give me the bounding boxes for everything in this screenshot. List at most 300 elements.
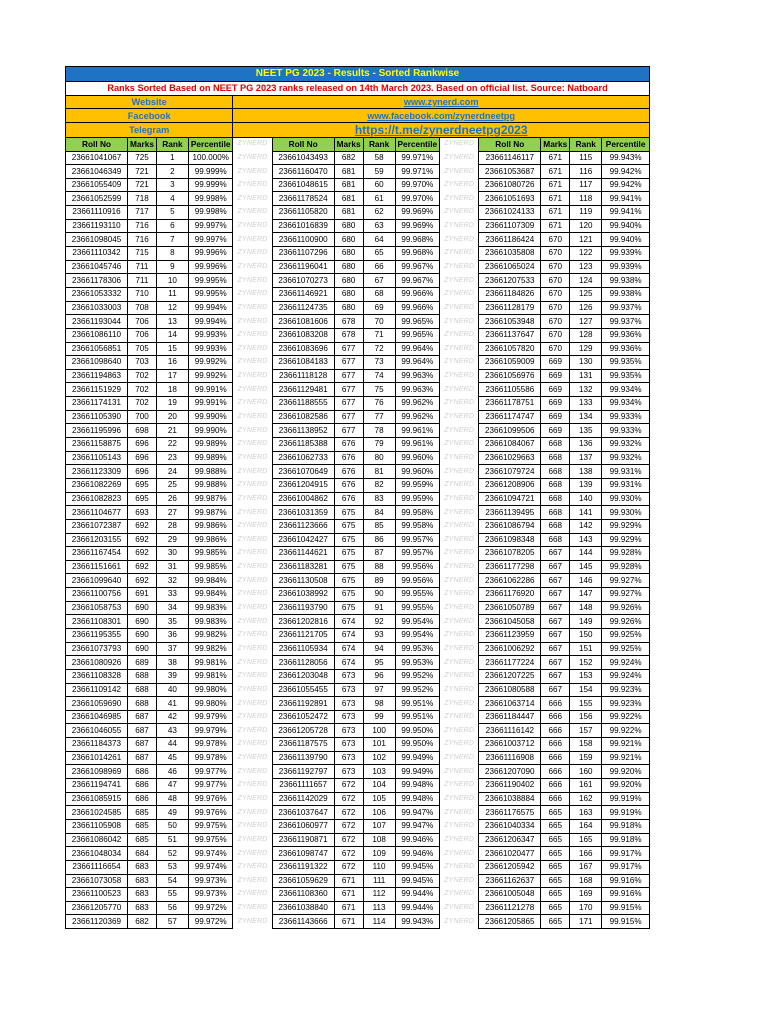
marks-cell: 675	[334, 560, 363, 574]
roll-no-cell: 23661188555	[272, 397, 334, 411]
table-row	[66, 819, 650, 833]
rank-cell: 60	[363, 178, 395, 192]
facebook-row	[66, 109, 650, 123]
percentile-cell: 99.972%	[188, 901, 232, 915]
sheet-subtitle: Ranks Sorted Based on NEET PG 2023 ranks released on 14th March 2023. Based on official list. Source: Natboard	[66, 82, 650, 96]
percentile-cell: 99.934%	[602, 397, 650, 411]
roll-no-cell: 23661194863	[66, 369, 128, 383]
roll-no-cell: 23661046055	[66, 724, 128, 738]
roll-no-cell: 23661052599	[66, 192, 128, 206]
percentile-cell: 99.987%	[188, 506, 232, 520]
percentile-cell: 99.944%	[395, 888, 439, 902]
marks-cell: 672	[334, 819, 363, 833]
percentile-cell: 99.966%	[395, 287, 439, 301]
roll-no-cell: 23661205728	[272, 724, 334, 738]
percentile-cell: 99.922%	[602, 710, 650, 724]
table-row	[66, 492, 650, 506]
marks-cell: 667	[541, 656, 570, 670]
percentile-cell: 99.983%	[188, 601, 232, 615]
marks-cell: 675	[334, 601, 363, 615]
header-percentile: Percentile	[188, 137, 232, 151]
roll-no-cell: 23661207533	[479, 274, 541, 288]
roll-no-cell: 23661078205	[479, 547, 541, 561]
marks-cell: 680	[334, 287, 363, 301]
watermark: ZYNERD	[233, 410, 272, 424]
marks-cell: 668	[541, 492, 570, 506]
watermark: ZYNERD	[440, 560, 479, 574]
table-row	[66, 751, 650, 765]
marks-cell: 681	[334, 165, 363, 179]
watermark: ZYNERD	[233, 874, 272, 888]
rank-cell: 125	[570, 287, 602, 301]
marks-cell: 680	[334, 274, 363, 288]
roll-no-cell: 23661014261	[66, 751, 128, 765]
percentile-cell: 99.984%	[188, 588, 232, 602]
percentile-cell: 99.986%	[188, 533, 232, 547]
marks-cell: 718	[128, 192, 157, 206]
table-row	[66, 356, 650, 370]
rank-cell: 65	[363, 247, 395, 261]
watermark: ZYNERD	[233, 751, 272, 765]
watermark: ZYNERD	[440, 274, 479, 288]
watermark: ZYNERD	[233, 137, 272, 151]
rank-cell: 169	[570, 888, 602, 902]
watermark: ZYNERD	[233, 765, 272, 779]
percentile-cell: 99.924%	[602, 669, 650, 683]
percentile-cell: 99.954%	[395, 628, 439, 642]
rank-cell: 12	[156, 301, 188, 315]
marks-cell: 673	[334, 710, 363, 724]
roll-no-cell: 23661057820	[479, 342, 541, 356]
table-row	[66, 465, 650, 479]
roll-no-cell: 23661055409	[66, 178, 128, 192]
rank-cell: 88	[363, 560, 395, 574]
marks-cell: 716	[128, 233, 157, 247]
marks-cell: 717	[128, 206, 157, 220]
table-row	[66, 506, 650, 520]
marks-cell: 668	[541, 506, 570, 520]
watermark: ZYNERD	[233, 710, 272, 724]
watermark: ZYNERD	[233, 628, 272, 642]
roll-no-cell: 23661059690	[66, 697, 128, 711]
percentile-cell: 99.971%	[395, 165, 439, 179]
rank-cell: 38	[156, 656, 188, 670]
table-row	[66, 424, 650, 438]
watermark: ZYNERD	[233, 206, 272, 220]
subtitle-row	[66, 82, 650, 96]
marks-cell: 675	[334, 533, 363, 547]
percentile-cell: 99.960%	[395, 451, 439, 465]
marks-cell: 684	[128, 847, 157, 861]
marks-cell: 693	[128, 506, 157, 520]
percentile-cell: 99.929%	[602, 519, 650, 533]
roll-no-cell: 23661099640	[66, 574, 128, 588]
percentile-cell: 99.961%	[395, 438, 439, 452]
roll-no-cell: 23661105586	[479, 383, 541, 397]
roll-no-cell: 23661195355	[66, 628, 128, 642]
rank-cell: 93	[363, 628, 395, 642]
percentile-cell: 99.986%	[188, 519, 232, 533]
table-row	[66, 342, 650, 356]
rank-cell: 76	[363, 397, 395, 411]
roll-no-cell: 23661108301	[66, 615, 128, 629]
percentile-cell: 99.933%	[602, 410, 650, 424]
marks-cell: 667	[541, 615, 570, 629]
watermark: ZYNERD	[440, 397, 479, 411]
marks-cell: 678	[334, 315, 363, 329]
rank-cell: 86	[363, 533, 395, 547]
rank-cell: 7	[156, 233, 188, 247]
marks-cell: 666	[541, 779, 570, 793]
watermark: ZYNERD	[233, 315, 272, 329]
marks-cell: 665	[541, 847, 570, 861]
percentile-cell: 99.976%	[188, 806, 232, 820]
rank-cell: 9	[156, 260, 188, 274]
watermark: ZYNERD	[233, 424, 272, 438]
watermark: ZYNERD	[440, 478, 479, 492]
table-row	[66, 642, 650, 656]
percentile-cell: 99.989%	[188, 451, 232, 465]
watermark: ZYNERD	[233, 219, 272, 233]
marks-cell: 700	[128, 410, 157, 424]
percentile-cell: 99.970%	[395, 178, 439, 192]
rank-cell: 129	[570, 342, 602, 356]
watermark: ZYNERD	[233, 519, 272, 533]
roll-no-cell: 23661045746	[66, 260, 128, 274]
percentile-cell: 99.994%	[188, 301, 232, 315]
rank-cell: 58	[363, 151, 395, 165]
percentile-cell: 99.966%	[395, 301, 439, 315]
percentile-cell: 99.925%	[602, 628, 650, 642]
rank-cell: 143	[570, 533, 602, 547]
rank-cell: 15	[156, 342, 188, 356]
table-row	[66, 533, 650, 547]
rank-cell: 123	[570, 260, 602, 274]
marks-cell: 672	[334, 860, 363, 874]
marks-cell: 708	[128, 301, 157, 315]
rank-cell: 162	[570, 792, 602, 806]
roll-no-cell: 23661184373	[66, 738, 128, 752]
percentile-cell: 99.963%	[395, 383, 439, 397]
marks-cell: 706	[128, 328, 157, 342]
rank-cell: 8	[156, 247, 188, 261]
marks-cell: 690	[128, 642, 157, 656]
roll-no-cell: 23661206347	[479, 833, 541, 847]
marks-cell: 669	[541, 424, 570, 438]
percentile-cell: 99.969%	[395, 206, 439, 220]
rank-cell: 68	[363, 287, 395, 301]
marks-cell: 668	[541, 438, 570, 452]
marks-cell: 667	[541, 601, 570, 615]
roll-no-cell: 23661162637	[479, 874, 541, 888]
table-row	[66, 669, 650, 683]
rank-cell: 45	[156, 751, 188, 765]
watermark: ZYNERD	[440, 860, 479, 874]
rank-cell: 150	[570, 628, 602, 642]
marks-cell: 671	[334, 901, 363, 915]
percentile-cell: 99.932%	[602, 438, 650, 452]
rank-cell: 80	[363, 451, 395, 465]
rank-cell: 84	[363, 506, 395, 520]
watermark: ZYNERD	[440, 438, 479, 452]
percentile-cell: 99.917%	[602, 860, 650, 874]
rank-cell: 120	[570, 219, 602, 233]
percentile-cell: 99.920%	[602, 765, 650, 779]
marks-cell: 721	[128, 178, 157, 192]
roll-no-cell: 23661178524	[272, 192, 334, 206]
roll-no-cell: 23661031359	[272, 506, 334, 520]
roll-no-cell: 23661116142	[479, 724, 541, 738]
percentile-cell: 99.931%	[602, 478, 650, 492]
percentile-cell: 99.927%	[602, 574, 650, 588]
rank-cell: 39	[156, 669, 188, 683]
watermark: ZYNERD	[233, 847, 272, 861]
marks-cell: 665	[541, 806, 570, 820]
rank-cell: 82	[363, 478, 395, 492]
marks-cell: 689	[128, 656, 157, 670]
roll-no-cell: 23661203048	[272, 669, 334, 683]
roll-no-cell: 23661192891	[272, 697, 334, 711]
marks-cell: 690	[128, 601, 157, 615]
watermark: ZYNERD	[440, 819, 479, 833]
roll-no-cell: 23661029663	[479, 451, 541, 465]
rank-cell: 111	[363, 874, 395, 888]
rank-cell: 98	[363, 697, 395, 711]
roll-no-cell: 23661045058	[479, 615, 541, 629]
percentile-cell: 99.916%	[602, 888, 650, 902]
percentile-cell: 99.956%	[395, 560, 439, 574]
roll-no-cell: 23661178751	[479, 397, 541, 411]
marks-cell: 670	[541, 301, 570, 315]
marks-cell: 668	[541, 533, 570, 547]
rank-cell: 167	[570, 860, 602, 874]
percentile-cell: 99.971%	[395, 151, 439, 165]
percentile-cell: 99.938%	[602, 287, 650, 301]
percentile-cell: 99.985%	[188, 560, 232, 574]
marks-cell: 668	[541, 465, 570, 479]
roll-no-cell: 23661205942	[479, 860, 541, 874]
marks-cell: 677	[334, 410, 363, 424]
website-link[interactable]: www.zynerd.com	[233, 95, 650, 109]
percentile-cell: 99.960%	[395, 465, 439, 479]
watermark: ZYNERD	[440, 901, 479, 915]
marks-cell: 665	[541, 915, 570, 929]
rank-cell: 139	[570, 478, 602, 492]
watermark: ZYNERD	[440, 247, 479, 261]
marks-cell: 665	[541, 874, 570, 888]
percentile-cell: 99.952%	[395, 669, 439, 683]
percentile-cell: 99.985%	[188, 547, 232, 561]
marks-cell: 696	[128, 465, 157, 479]
rank-cell: 136	[570, 438, 602, 452]
watermark: ZYNERD	[233, 724, 272, 738]
percentile-cell: 99.982%	[188, 642, 232, 656]
watermark: ZYNERD	[440, 465, 479, 479]
percentile-cell: 99.928%	[602, 560, 650, 574]
roll-no-cell: 23661208906	[479, 478, 541, 492]
marks-cell: 695	[128, 492, 157, 506]
rank-cell: 36	[156, 628, 188, 642]
percentile-cell: 100.000%	[188, 151, 232, 165]
table-row	[66, 601, 650, 615]
percentile-cell: 99.972%	[188, 915, 232, 929]
percentile-cell: 99.989%	[188, 438, 232, 452]
roll-no-cell: 23661073058	[66, 874, 128, 888]
rank-cell: 89	[363, 574, 395, 588]
watermark: ZYNERD	[233, 465, 272, 479]
marks-cell: 670	[541, 260, 570, 274]
percentile-cell: 99.920%	[602, 779, 650, 793]
roll-no-cell: 23661110916	[66, 206, 128, 220]
roll-no-cell: 23661205770	[66, 901, 128, 915]
roll-no-cell: 23661080926	[66, 656, 128, 670]
marks-cell: 686	[128, 779, 157, 793]
rank-cell: 2	[156, 165, 188, 179]
table-row	[66, 656, 650, 670]
percentile-cell: 99.943%	[395, 915, 439, 929]
marks-cell: 692	[128, 533, 157, 547]
rank-cell: 62	[363, 206, 395, 220]
percentile-cell: 99.922%	[602, 724, 650, 738]
watermark: ZYNERD	[440, 751, 479, 765]
rank-cell: 155	[570, 697, 602, 711]
marks-cell: 671	[541, 192, 570, 206]
rank-cell: 1	[156, 151, 188, 165]
rank-cell: 43	[156, 724, 188, 738]
rank-cell: 50	[156, 819, 188, 833]
table-row	[66, 301, 650, 315]
roll-no-cell: 23661183281	[272, 560, 334, 574]
rank-cell: 113	[363, 901, 395, 915]
marks-cell: 673	[334, 697, 363, 711]
table-row	[66, 438, 650, 452]
percentile-cell: 99.996%	[188, 247, 232, 261]
marks-cell: 675	[334, 547, 363, 561]
watermark: ZYNERD	[440, 888, 479, 902]
watermark: ZYNERD	[440, 178, 479, 192]
roll-no-cell: 23661041067	[66, 151, 128, 165]
rank-cell: 77	[363, 410, 395, 424]
rank-cell: 11	[156, 287, 188, 301]
marks-cell: 686	[128, 765, 157, 779]
table-row	[66, 628, 650, 642]
watermark: ZYNERD	[233, 915, 272, 929]
roll-no-cell: 23661184447	[479, 710, 541, 724]
percentile-cell: 99.928%	[602, 547, 650, 561]
roll-no-cell: 23661060977	[272, 819, 334, 833]
rank-cell: 10	[156, 274, 188, 288]
marks-cell: 671	[541, 165, 570, 179]
roll-no-cell: 23661098348	[479, 533, 541, 547]
percentile-cell: 99.940%	[602, 219, 650, 233]
watermark: ZYNERD	[440, 601, 479, 615]
roll-no-cell: 23661177298	[479, 560, 541, 574]
percentile-cell: 99.937%	[602, 301, 650, 315]
marks-cell: 681	[334, 206, 363, 220]
percentile-cell: 99.967%	[395, 274, 439, 288]
rank-cell: 6	[156, 219, 188, 233]
rank-cell: 59	[363, 165, 395, 179]
watermark: ZYNERD	[233, 860, 272, 874]
marks-cell: 669	[541, 410, 570, 424]
telegram-link[interactable]: https://t.me/zynerdneetpg2023	[233, 122, 650, 137]
watermark: ZYNERD	[233, 165, 272, 179]
marks-cell: 674	[334, 615, 363, 629]
marks-cell: 671	[541, 219, 570, 233]
marks-cell: 716	[128, 219, 157, 233]
percentile-cell: 99.957%	[395, 547, 439, 561]
marks-cell: 672	[334, 792, 363, 806]
marks-cell: 669	[541, 397, 570, 411]
percentile-cell: 99.974%	[188, 860, 232, 874]
roll-no-cell: 23661116908	[479, 751, 541, 765]
header-roll-no: Roll No	[66, 137, 128, 151]
percentile-cell: 99.943%	[602, 151, 650, 165]
watermark: ZYNERD	[440, 574, 479, 588]
marks-cell: 666	[541, 697, 570, 711]
marks-cell: 674	[334, 642, 363, 656]
percentile-cell: 99.977%	[188, 765, 232, 779]
watermark: ZYNERD	[440, 260, 479, 274]
watermark: ZYNERD	[233, 438, 272, 452]
facebook-link[interactable]: www.facebook.com/zynerdneetpg	[233, 109, 650, 123]
watermark: ZYNERD	[233, 615, 272, 629]
percentile-cell: 99.953%	[395, 656, 439, 670]
watermark: ZYNERD	[233, 301, 272, 315]
rank-cell: 105	[363, 792, 395, 806]
roll-no-cell: 23661124735	[272, 301, 334, 315]
marks-cell: 666	[541, 738, 570, 752]
marks-cell: 680	[334, 260, 363, 274]
roll-no-cell: 23661070649	[272, 465, 334, 479]
watermark: ZYNERD	[440, 506, 479, 520]
marks-cell: 676	[334, 492, 363, 506]
rank-cell: 42	[156, 710, 188, 724]
roll-no-cell: 23661137647	[479, 328, 541, 342]
marks-cell: 665	[541, 833, 570, 847]
watermark: ZYNERD	[440, 615, 479, 629]
table-row	[66, 683, 650, 697]
rank-cell: 166	[570, 847, 602, 861]
rank-cell: 73	[363, 356, 395, 370]
percentile-cell: 99.948%	[395, 792, 439, 806]
roll-no-cell: 23661144621	[272, 547, 334, 561]
rank-cell: 115	[570, 151, 602, 165]
roll-no-cell: 23661109142	[66, 683, 128, 697]
roll-no-cell: 23661196041	[272, 260, 334, 274]
watermark: ZYNERD	[233, 901, 272, 915]
table-row	[66, 860, 650, 874]
website-row	[66, 95, 650, 109]
percentile-cell: 99.948%	[395, 779, 439, 793]
rank-cell: 3	[156, 178, 188, 192]
percentile-cell: 99.991%	[188, 397, 232, 411]
table-row	[66, 206, 650, 220]
percentile-cell: 99.915%	[602, 901, 650, 915]
marks-cell: 685	[128, 806, 157, 820]
watermark: ZYNERD	[440, 356, 479, 370]
percentile-cell: 99.973%	[188, 874, 232, 888]
rank-cell: 74	[363, 369, 395, 383]
marks-cell: 665	[541, 860, 570, 874]
percentile-cell: 99.921%	[602, 738, 650, 752]
table-row	[66, 219, 650, 233]
marks-cell: 668	[541, 478, 570, 492]
rank-cell: 100	[363, 724, 395, 738]
rank-cell: 69	[363, 301, 395, 315]
marks-cell: 665	[541, 888, 570, 902]
marks-cell: 683	[128, 901, 157, 915]
